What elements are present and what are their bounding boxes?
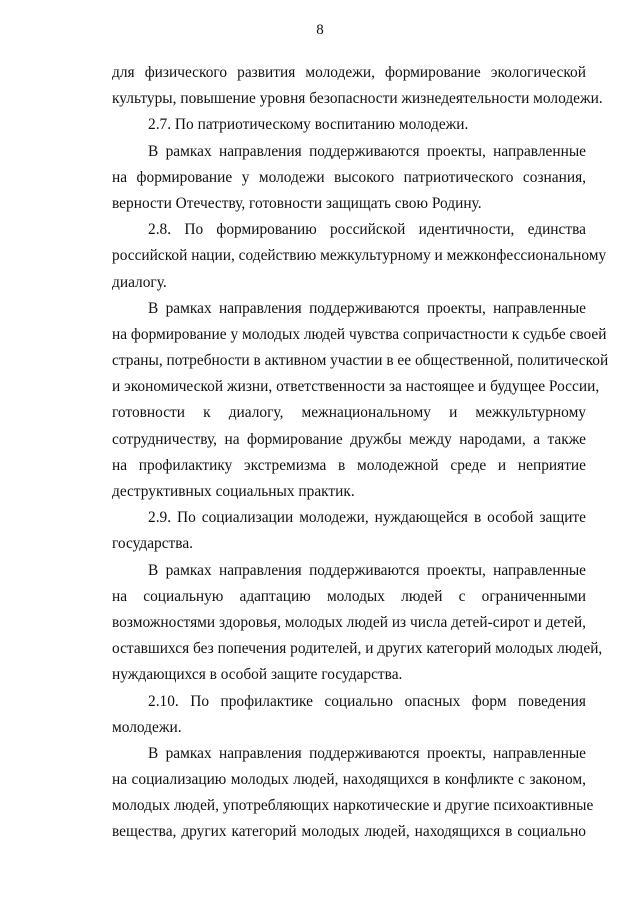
- text-line: на формирование у молодежи высокого патриотического сознания,: [112, 168, 586, 186]
- text-line: В рамках направления поддерживаются проекты, направленные: [148, 299, 586, 317]
- text-line: верности Отечеству, готовности защищать свою Родину.: [112, 194, 482, 212]
- page-number: 8: [316, 22, 324, 38]
- text-line: В рамках направления поддерживаются проекты, направленные: [148, 142, 586, 160]
- text-line: В рамках направления поддерживаются проекты, направленные: [148, 561, 586, 579]
- text-line: диалогу.: [112, 273, 167, 291]
- text-line: В рамках направления поддерживаются проекты, направленные: [148, 744, 586, 762]
- text-line: 2.9. По социализации молодежи, нуждающейся в особой защите: [148, 509, 586, 527]
- body-text: [112, 60, 609, 846]
- text-line: культуры, повышение уровня безопасности жизнедеятельности молодежи.: [112, 90, 603, 108]
- text-line: деструктивных социальных практик.: [112, 483, 355, 500]
- text-line: 2.10. По профилактике социально опасных форм поведения: [148, 692, 586, 710]
- text-line: на социальную адаптацию молодых людей с ограниченными: [112, 587, 586, 605]
- text-line: государства.: [112, 535, 194, 553]
- text-line: вещества, других категорий молодых людей, находящихся в социально: [112, 823, 586, 841]
- text-line: на профилактику экстремизма в молодежной среде и неприятие: [112, 456, 586, 474]
- text-line: 2.7. По патриотическому воспитанию молодежи.: [148, 116, 469, 134]
- text-line: 2.8. По формированию российской идентичности, единства: [148, 221, 586, 239]
- text-line: на формирование у молодых людей чувства сопричастности к судьбе своей: [112, 325, 607, 343]
- text-line: российской нации, содействию межкультурному и межконфессиональному: [112, 247, 607, 265]
- text-line: нуждающихся в особой защите государства.: [112, 666, 403, 684]
- text-line: и экономической жизни, ответственности за настоящее и будущее России,: [112, 378, 600, 396]
- text-line: страны, потребности в активном участии в ее общественной, политической: [112, 352, 609, 370]
- text-line: возможностями здоровья, молодых людей из числа детей-сирот и детей,: [112, 613, 586, 631]
- text-line: молодежи.: [112, 718, 182, 736]
- text-line: оставшихся без попечения родителей, и других категорий молодых людей,: [112, 640, 603, 658]
- text-line: на социализацию молодых людей, находящихся в конфликте с законом,: [112, 771, 586, 789]
- text-line: для физического развития молодежи, формирование экологической: [112, 64, 586, 81]
- text-line: готовности к диалогу, межнациональному и межкультурному: [112, 404, 586, 422]
- text-line: сотрудничеству, на формирование дружбы между народами, а также: [112, 430, 586, 448]
- text-line: молодых людей, употребляющих наркотические и другие психоактивные: [112, 797, 594, 815]
